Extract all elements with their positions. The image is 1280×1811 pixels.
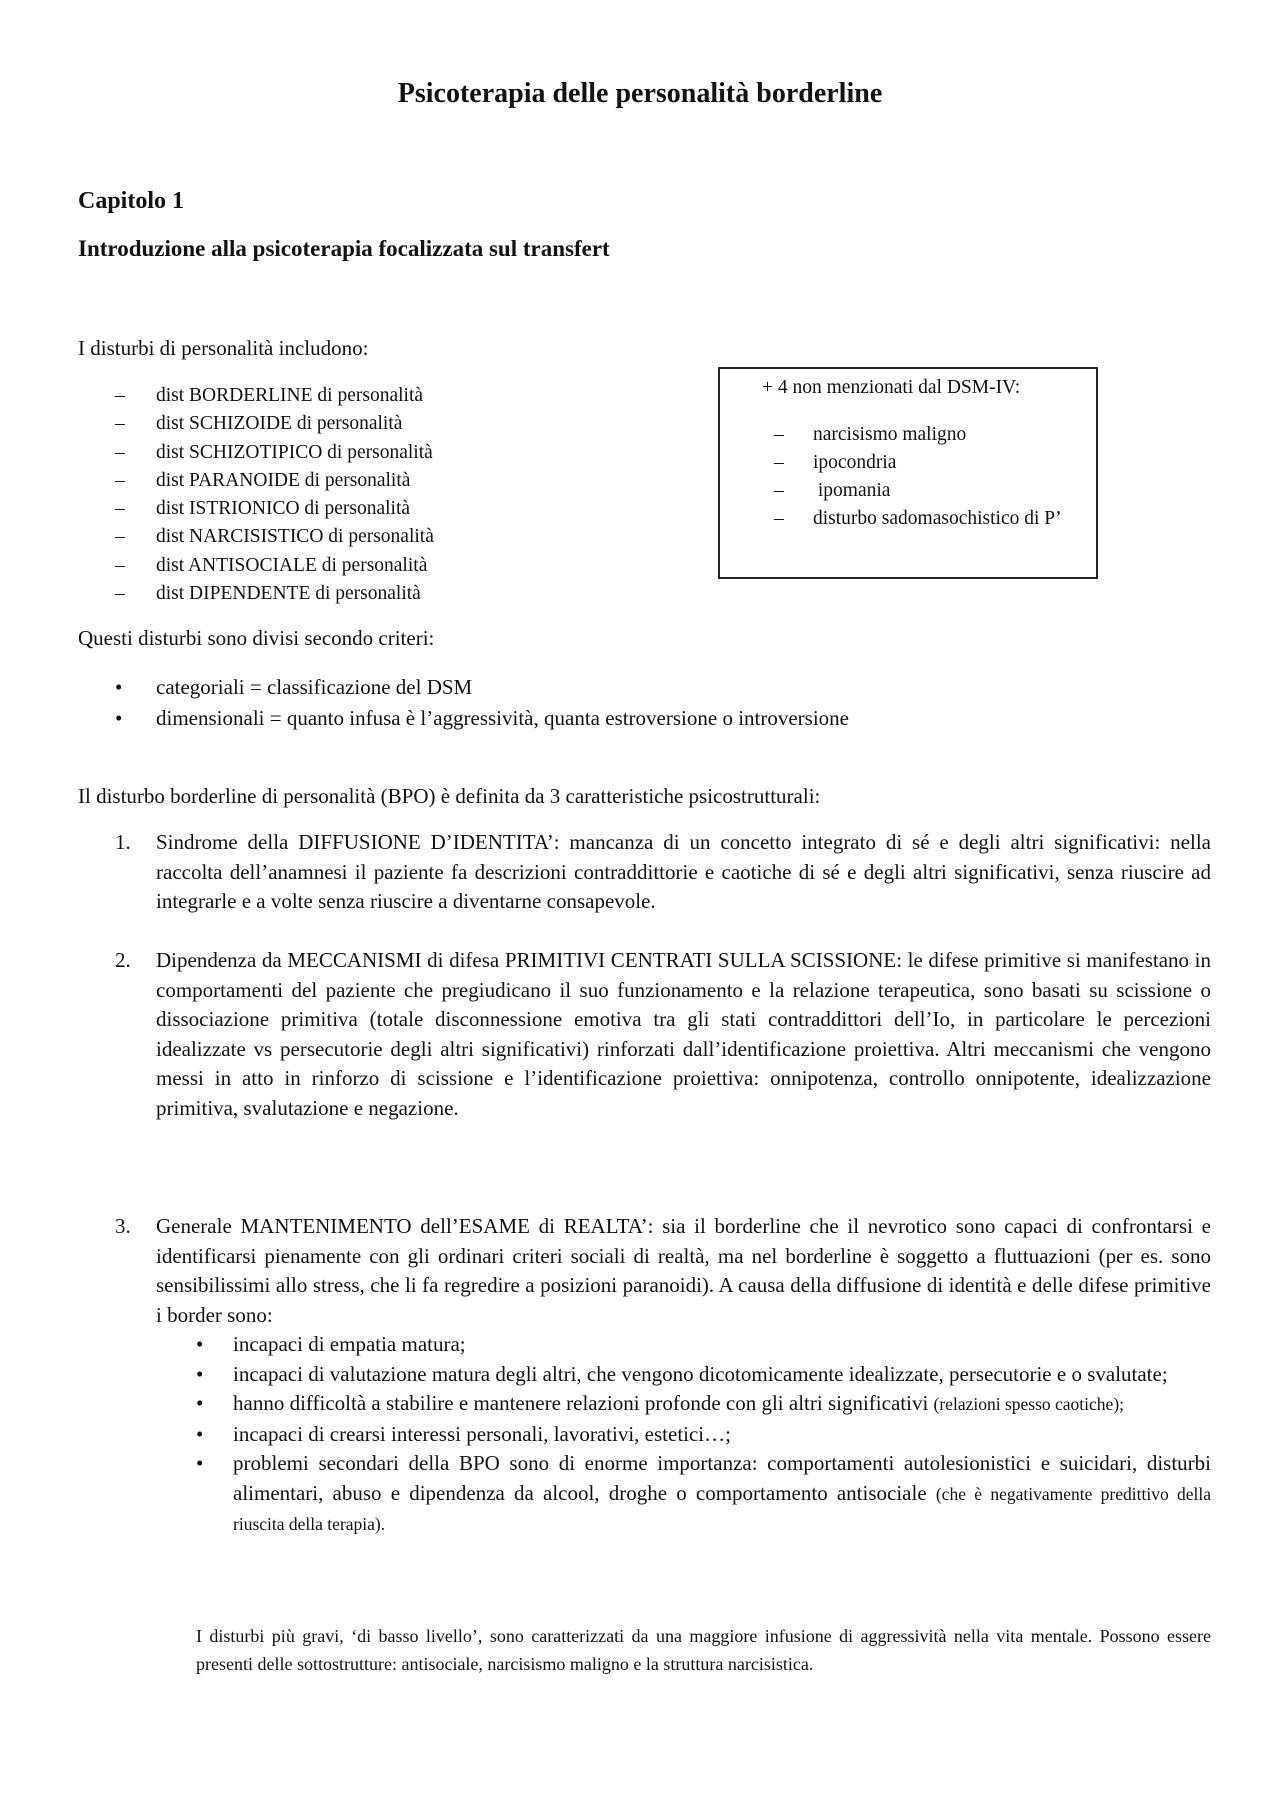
list-item: – dist BORDERLINE di personalità — [115, 385, 424, 406]
non-dsm-box — [718, 367, 1098, 579]
list-item: – ipomania — [774, 480, 891, 501]
list-item: – narcisismo maligno — [774, 424, 967, 445]
criteria-list — [115, 672, 849, 734]
list-item: • categoriali = classificazione del DSM — [115, 675, 473, 699]
border-traits-list — [196, 1330, 1211, 1540]
list-item: • incapaci di valutazione matura degli altri, che vengono dicotomicamente idealizzate, persecutorie e o svalutate; — [196, 1361, 1168, 1386]
feature-item: 2. Dipendenza da MECCANISMI di difesa PRIMITIVI CENTRATI SULLA SCISSIONE: le difese primitive si manifestano in comportamenti del paziente che pregiudicano il suo funzionamento e la relazione terapeutica, sono basati su scissione o dissociazione primitiva (totale disconnessione emotiva tra gli stati contraddittori dell’Io, in particolare le percezioni idealizzate vs persecutorie degli altri significativi) rinforzati dall’identificazione proiettiva. Altri meccanismi che vengono messi in atto in rinforzo di scissione e l’identificazione proiettiva: onnipotenza, controllo onnipotente, idealizzazione primitiva, svalutazione e negazione. — [115, 948, 1211, 1120]
list-item: • incapaci di crearsi interessi personali, lavorativi, estetici…; — [196, 1421, 731, 1446]
list-item: – dist SCHIZOIDE di personalità — [115, 413, 403, 435]
list-item: – ipocondria — [774, 452, 897, 473]
severity-note: I disturbi più gravi, ‘di basso livello’, sono caratterizzati da una maggiore infusione di aggressività nella vita mentale. Possono essere presenti delle sottostrutture: antisociale, narcisismo maligno e la struttura narcisistica. — [196, 1626, 1211, 1674]
list-item: • problemi secondari della BPO sono di enorme importanza: comportamenti autolesionistici e suicidari, disturbi alimentari, abuso e dipendenza da alcool, droghe o comportamento antisociale (che è negativamente predittivo della riuscita della terapia). — [196, 1451, 1212, 1534]
list-item: – dist ISTRIONICO di personalità — [115, 498, 411, 520]
list-item: – dist NARCISISTICO di personalità — [115, 526, 434, 548]
list-item: • dimensionali = quanto infusa è l’aggressività, quanta estroversione o introversione — [115, 706, 849, 730]
box-list — [774, 421, 1084, 533]
list-item: • incapaci di empatia matura; — [196, 1332, 466, 1356]
list-item: – disturbo sadomasochistico di P’ — [774, 508, 1062, 529]
list-item: • hanno difficoltà a stabilire e mantenere relazioni profonde con gli altri significativi (relazioni spesso caotiche); — [196, 1391, 1125, 1415]
list-item: – dist SCHIZOTIPICO di personalità — [115, 441, 433, 463]
list-item: – dist PARANOIDE di personalità — [115, 469, 411, 491]
feature-item: 3. Generale MANTENIMENTO dell’ESAME di REALTA’: sia il borderline che il nevrotico sono capaci di confrontarsi e identificarsi pienamente con gli ordinari criteri sociali di realtà, ma nel borderline è soggetto a fluttuazioni (per es. sono sensibilissimi allo stress, che li fa regredire a posizioni paranoidi). A causa della diffusione di identità e delle difese primitive i border sono: — [115, 1214, 1211, 1327]
disorders-list — [115, 382, 434, 608]
criteria-intro: Questi disturbi sono divisi secondo criteri: — [78, 626, 435, 650]
bpo-intro: Il disturbo borderline di personalità (BPO) è definita da 3 caratteristiche psicostrutturali: — [78, 784, 821, 808]
list-item: – dist ANTISOCIALE di personalità — [115, 554, 428, 576]
disorders-intro: I disturbi di personalità includono: — [78, 336, 369, 360]
chapter-subtitle: Introduzione alla psicoterapia focalizzata sul transfert — [78, 236, 610, 261]
chapter-heading: Capitolo 1 — [78, 188, 185, 214]
feature-item: 1. Sindrome della DIFFUSIONE D’IDENTITA’: mancanza di un concetto integrato di sé e degli altri significativi: nella raccolta dell’anamnesi il paziente fa descrizioni contraddittorie e caotiche di sé e degli altri significativi, senza riuscire ad integrarle e a volte senza riuscire a diventarne consapevole. — [115, 830, 1211, 913]
box-header: + 4 non menzionati dal DSM-IV: — [762, 377, 1021, 398]
document-title: Psicoterapia delle personalità borderline — [397, 78, 883, 109]
list-item: – dist DIPENDENTE di personalità — [115, 583, 421, 605]
